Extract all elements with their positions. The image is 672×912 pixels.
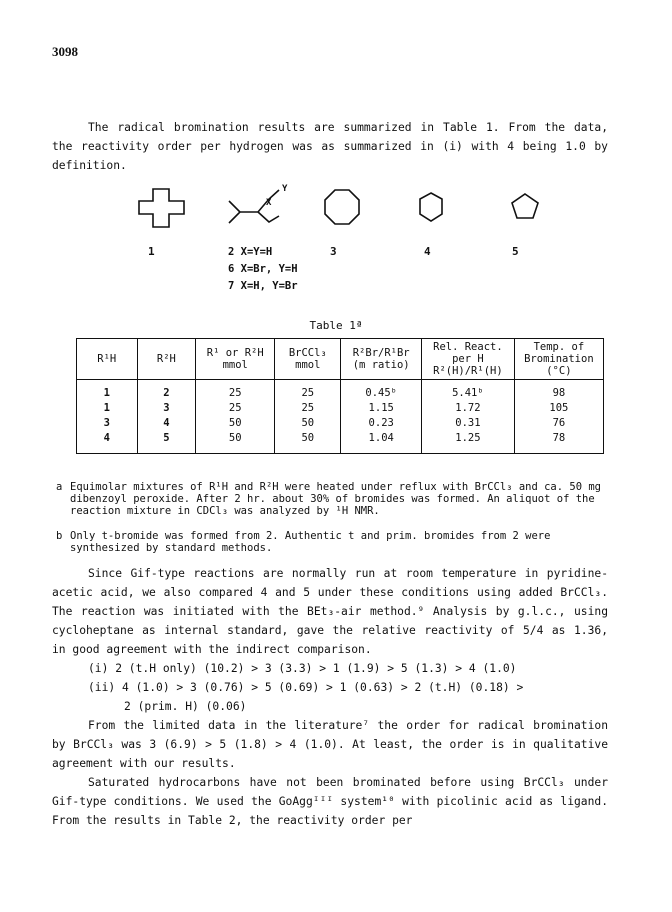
table-cell: 2	[137, 380, 196, 402]
table-cell: 5.41ᵇ	[422, 380, 515, 402]
col-header-r2h: R²H	[137, 339, 196, 380]
col-header-r1h: R¹H	[77, 339, 138, 380]
compound-label-7: 7 X=H, Y=Br	[228, 280, 298, 292]
table-cell: 0.31	[422, 416, 515, 431]
paragraph-intro: The radical bromination results are summarized in Table 1. From the data, the reactivity order per hydrogen was as summarized in (i) with 4 being 1.0 by definition.	[52, 121, 608, 172]
paragraph-gif-conditions: Since Gif-type reactions are normally run at room temperature in pyridine-acetic acid, we also compared 4 and 5 under these conditions using added BrCCl₃. The reaction was initiated with the BEt₃-air method.⁹ Analysis by g.l.c., using cycloheptane as internal standard, gave the relative reactivity of 5/4 as 1.36, in good agreement with the indirect comparison.	[52, 567, 608, 656]
table-cell: 98	[514, 380, 603, 402]
compound-label-2: 2 X=Y=H	[228, 246, 273, 258]
paragraph-saturated: Saturated hydrocarbons have not been brominated before using BrCCl₃ under Gif-type conditions. We used the GoAggᴵᴵᴵ system¹⁰ with picolinic acid as ligand. From the results in Table 2, the reactivity order per	[52, 776, 608, 827]
table-cell: 3	[137, 401, 196, 416]
compound-label-3: 3	[330, 245, 337, 258]
col-header-ratio: R²Br/R¹Br (m ratio)	[341, 339, 422, 380]
table-cell: 50	[275, 431, 341, 454]
footnote-b	[56, 530, 610, 554]
table-cell: 4	[77, 431, 138, 454]
substituent-x-label: X	[266, 198, 272, 208]
results-table	[76, 338, 604, 454]
table-cell: 25	[275, 380, 341, 402]
table-row	[77, 431, 604, 454]
table-cell: 0.45ᵇ	[341, 380, 422, 402]
table-row	[77, 416, 604, 431]
substituent-y-label: Y	[282, 184, 288, 194]
paragraph-literature: From the limited data in the literature⁷ the order for radical bromination by BrCCl₃ was 3 (6.9) > 5 (1.8) > 4 (1.0). At least, the order is in qualitative agreement with our results.	[52, 719, 608, 770]
col-header-brccl3: BrCCl₃ mmol	[275, 339, 341, 380]
table-header-row	[77, 339, 604, 380]
table-cell: 1	[77, 401, 138, 416]
table-cell: 78	[514, 431, 603, 454]
col-header-mmol: R¹ or R²H mmol	[196, 339, 275, 380]
footnote-a-marker: a	[56, 481, 63, 493]
table-cell: 5	[137, 431, 196, 454]
table-cell: 25	[196, 401, 275, 416]
table-cell: 1.72	[422, 401, 515, 416]
table-cell: 50	[196, 431, 275, 454]
compound-label-4: 4	[424, 245, 431, 258]
footnote-b-text: Only t-bromide was formed from 2. Authentic t and prim. bromides from 2 were synthesized by standard methods.	[70, 530, 551, 554]
structures-figure	[0, 0, 672, 260]
table-cell: 50	[275, 416, 341, 431]
structure-1	[139, 189, 184, 227]
table-cell: 3	[77, 416, 138, 431]
footnote-a-text: Equimolar mixtures of R¹H and R²H were heated under reflux with BrCCl₃ and ca. 50 mg dibenzoyl peroxide. After 2 hr. about 30% of bromides was formed. An aliquot of the reaction mixture in CDCl₃ was analyzed by ¹H NMR.	[70, 481, 602, 517]
table-cell: 1.25	[422, 431, 515, 454]
reactivity-order-ii-cont: 2 (prim. H) (0.06)	[124, 700, 247, 713]
table-cell: 50	[196, 416, 275, 431]
table-title: Table 1ª	[309, 319, 363, 332]
table-row	[77, 380, 604, 402]
table-row	[77, 401, 604, 416]
col-header-rel-react: Rel. React. per H R²(H)/R¹(H)	[422, 339, 515, 380]
compound-label-1: 1	[148, 245, 155, 258]
reactivity-order-ii: (ii) 4 (1.0) > 3 (0.76) > 5 (0.69) > 1 (0.63) > 2 (t.H) (0.18) >	[88, 681, 524, 694]
footnote-b-marker: b	[56, 530, 63, 542]
table-cell: 0.23	[341, 416, 422, 431]
table-cell: 25	[275, 401, 341, 416]
table-cell: 105	[514, 401, 603, 416]
col-header-temp: Temp. of Bromination (°C)	[514, 339, 603, 380]
structure-4	[420, 193, 442, 221]
table-cell: 25	[196, 380, 275, 402]
table-cell: 76	[514, 416, 603, 431]
structure-3	[325, 190, 359, 224]
compound-label-group-2	[228, 244, 298, 295]
structure-2	[229, 190, 279, 223]
table-cell: 4	[137, 416, 196, 431]
page-number: 3098	[52, 44, 78, 59]
structure-5	[512, 194, 538, 218]
table-cell: 1.04	[341, 431, 422, 454]
table-cell: 1	[77, 380, 138, 402]
footnote-a	[56, 481, 610, 517]
table-cell: 1.15	[341, 401, 422, 416]
compound-label-5: 5	[512, 245, 519, 258]
reactivity-order-i: (i) 2 (t.H only) (10.2) > 3 (3.3) > 1 (1.9) > 5 (1.3) > 4 (1.0)	[88, 662, 517, 675]
compound-label-6: 6 X=Br, Y=H	[228, 263, 298, 275]
